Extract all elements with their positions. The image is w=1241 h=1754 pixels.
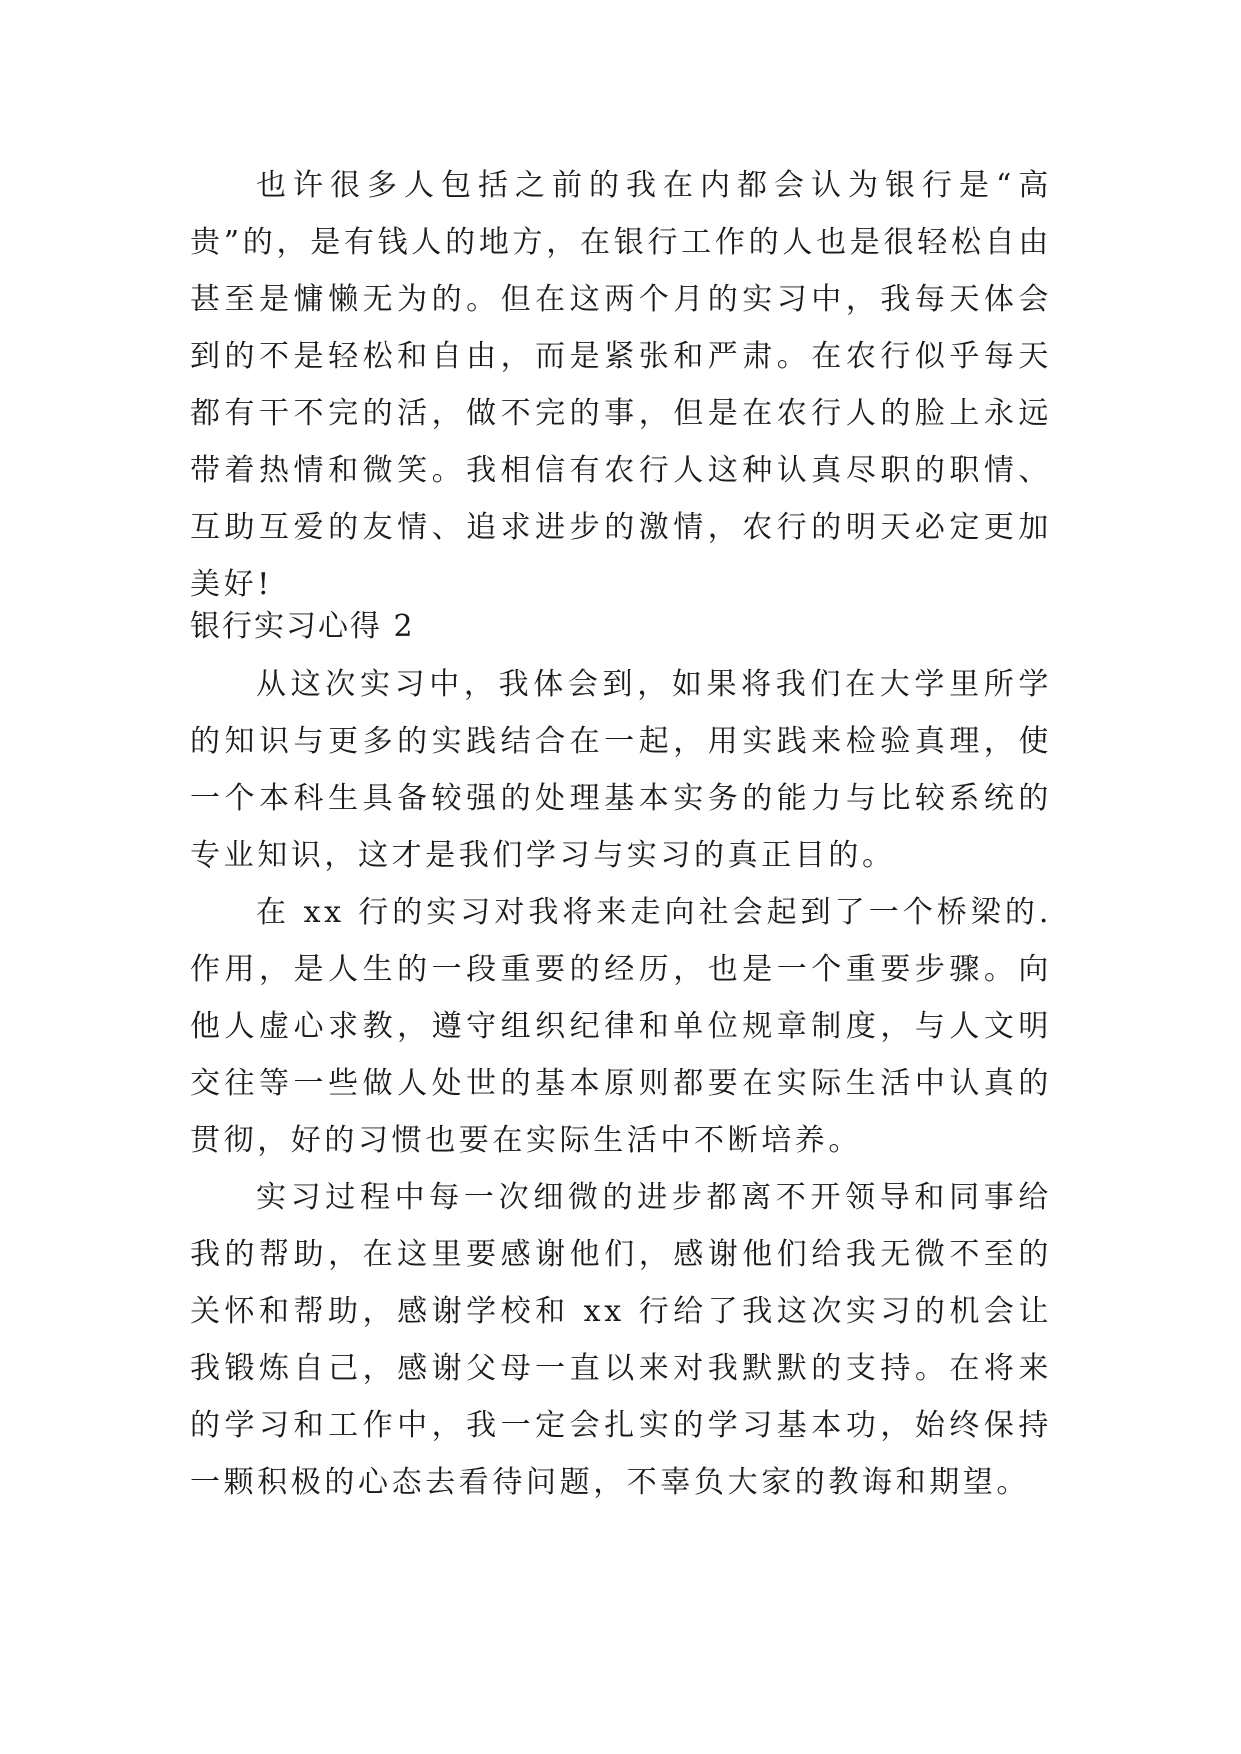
text-block-intro bbox=[190, 157, 1052, 613]
section-heading: 银行实习心得 2 bbox=[190, 609, 415, 644]
paragraph: 也许很多人包括之前的我在内都会认为银行是“高贵”的，是有钱人的地方，在银行工作的人也是很轻松自由甚至是慵懒无为的。但在这两个月的实习中，我每天体会到的不是轻松和自由，而是紧张和严肃。在农行似乎每天都有干不完的活，做不完的事，但是在农行人的脸上永远带着热情和微笑。我相信有农行人这种认真尽职的职情、互助互爱的友情、追求进步的激情，农行的明天必定更加美好! bbox=[190, 168, 1052, 602]
paragraph: 实习过程中每一次细微的进步都离不开领导和同事给我的帮助，在这里要感谢他们，感谢他们给我无微不至的关怀和帮助，感谢学校和 xx 行给了我这次实习的机会让我锻炼自己，感谢父母一直以来对我默默的支持。在将来的学习和工作中，我一定会扎实的学习基本功，始终保持一颗积极的心态去看待问题，不辜负大家的教诲和期望。 bbox=[190, 1180, 1052, 1500]
paragraph: 在 xx 行的实习对我将来走向社会起到了一个桥梁的.作用，是人生的一段重要的经历，也是一个重要步骤。向他人虚心求教，遵守组织纪律和单位规章制度，与人文明交往等一些做人处世的基本原则都要在实际生活中认真的贯彻，好的习惯也要在实际生活中不断培养。 bbox=[190, 895, 1052, 1158]
text-block-section-2 bbox=[190, 656, 1052, 1511]
paragraph: 从这次实习中，我体会到，如果将我们在大学里所学的知识与更多的实践结合在一起，用实践来检验真理，使一个本科生具备较强的处理基本实务的能力与比较系统的专业知识，这才是我们学习与实习的真正目的。 bbox=[190, 667, 1052, 873]
